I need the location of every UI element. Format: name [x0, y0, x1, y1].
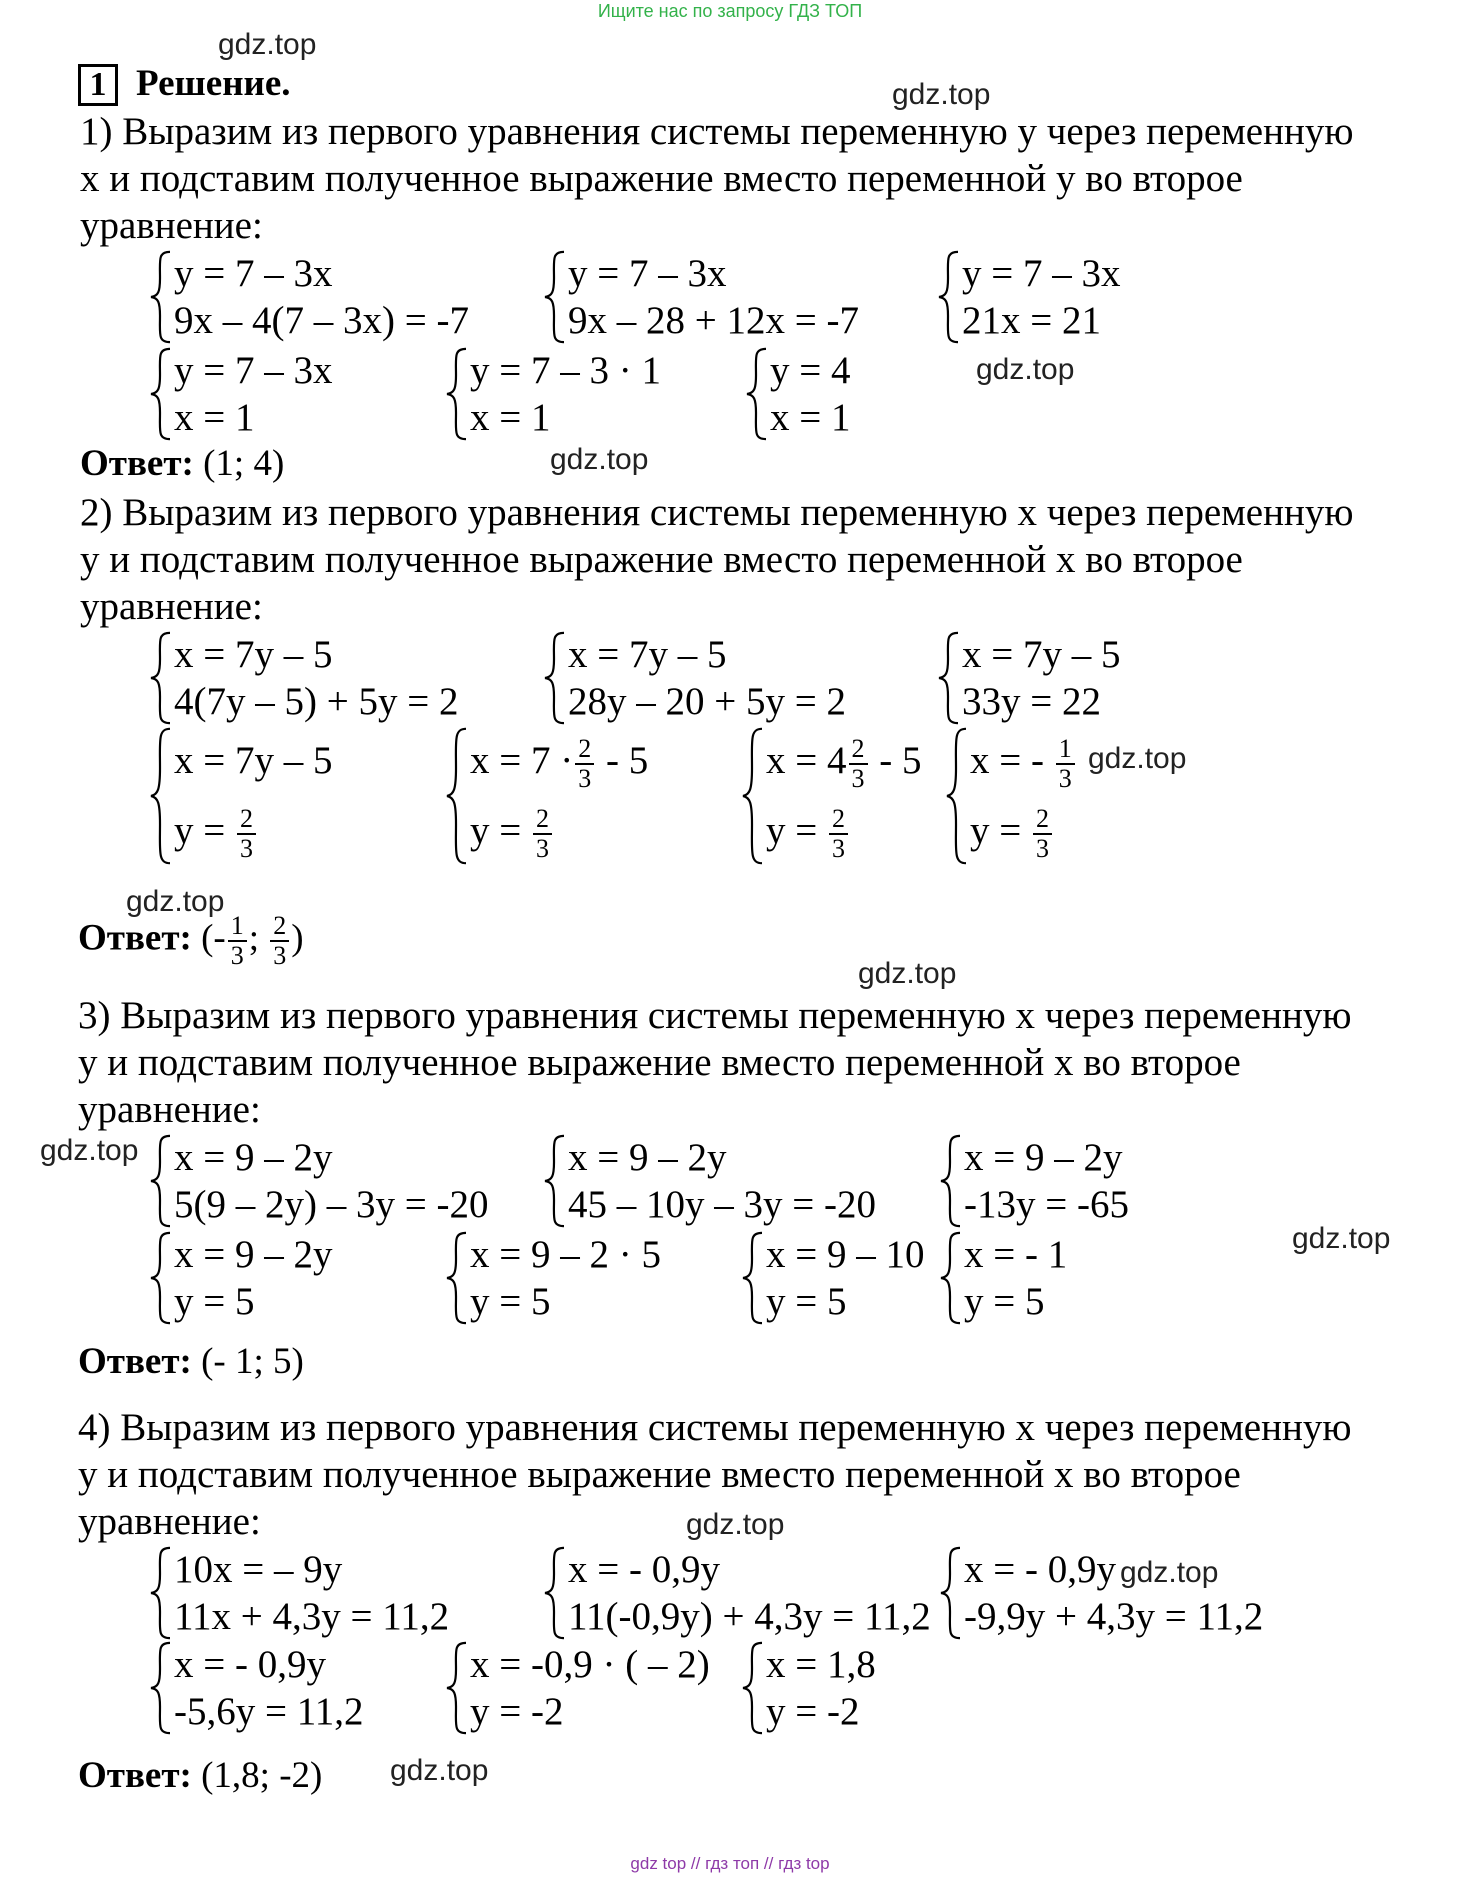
equation: x = 9 – 2y [174, 1233, 333, 1276]
equation-text: y = [470, 809, 522, 852]
p1-intro-line2: x и подставим полученное выражение вместо переменной у во второе [80, 157, 1243, 200]
brace-icon [148, 1134, 174, 1228]
equation: y = 5 [470, 1280, 551, 1323]
answer-value: ; [248, 917, 260, 959]
watermark: gdz.top [1292, 1222, 1391, 1255]
equation: y = -2 [766, 1690, 860, 1733]
equation: x = 1 [770, 396, 851, 439]
solution-header [78, 62, 291, 106]
equation: -9,9y + 4,3y = 11,2 [964, 1595, 1264, 1638]
fraction [1033, 805, 1052, 863]
brace-icon [740, 726, 766, 866]
equation: x = 7y – 5 [174, 633, 333, 676]
p2-system-6 [740, 726, 922, 866]
brace-icon [936, 631, 962, 725]
equation: -13y = -65 [964, 1183, 1129, 1226]
brace-icon [148, 631, 174, 725]
p3-system-5 [444, 1231, 661, 1325]
equation: 11x + 4,3y = 11,2 [174, 1595, 450, 1638]
brace-icon [936, 250, 962, 344]
brace-icon [744, 347, 770, 441]
brace-icon [938, 1546, 964, 1640]
denominator: 3 [240, 834, 253, 864]
equation: x = 1 [470, 396, 551, 439]
p3-answer [78, 1340, 304, 1384]
brace-icon [148, 347, 174, 441]
equation: y = 5 [766, 1280, 847, 1323]
equation: x = - 0,9y [174, 1643, 326, 1686]
numerator: 2 [1033, 805, 1052, 835]
p2-system-1 [148, 631, 458, 725]
watermark: gdz.top [976, 353, 1075, 386]
equation: x = 9 – 2y [964, 1136, 1123, 1179]
denominator: 3 [1058, 764, 1072, 794]
equation-text: x = 4 [766, 739, 847, 782]
p1-system-1 [148, 250, 469, 344]
p4-system-4 [148, 1641, 364, 1735]
equation: x = 7y – 5 [962, 633, 1121, 676]
p4-intro-line3: уравнение: [78, 1500, 261, 1543]
p4-system-3 [938, 1546, 1263, 1640]
equation: x = - 1 [964, 1233, 1068, 1276]
brace-icon [148, 250, 174, 344]
fraction [849, 735, 868, 793]
equation: y = 7 – 3 · 1 [470, 349, 661, 392]
p3-system-1 [148, 1134, 488, 1228]
p2-system-5 [444, 726, 648, 866]
brace-icon [148, 726, 174, 866]
numerator: 1 [228, 912, 247, 942]
equation [174, 796, 333, 866]
watermark: gdz.top [40, 1134, 139, 1167]
equation: y = 4 [770, 349, 851, 392]
answer-value: (- [201, 917, 226, 959]
solution-title: Решение. [136, 63, 291, 104]
watermark: gdz.top [390, 1754, 489, 1787]
brace-icon [938, 1134, 964, 1228]
brace-icon [542, 1546, 568, 1640]
brace-icon [542, 250, 568, 344]
answer-label: Ответ: [78, 1755, 192, 1796]
equation-text: - 5 [879, 739, 922, 782]
p3-system-7 [938, 1231, 1067, 1325]
equation [970, 796, 1077, 866]
p1-system-4 [148, 347, 333, 441]
brace-icon [444, 726, 470, 866]
denominator: 3 [230, 941, 244, 970]
equation: x = 7y – 5 [568, 633, 727, 676]
watermark: gdz.top [126, 885, 225, 918]
answer-value: ) [291, 917, 304, 959]
numerator: 2 [237, 805, 256, 835]
equation: y = 7 – 3x [174, 252, 333, 295]
p1-intro-line1: 1) Выразим из первого уравнения системы переменную у через переменную [80, 110, 1354, 153]
fraction [533, 805, 552, 863]
brace-icon [148, 1641, 174, 1735]
watermark: gdz.top [218, 28, 317, 61]
p4-system-5 [444, 1641, 710, 1735]
equation [470, 726, 648, 796]
equation: x = 9 – 2 · 5 [470, 1233, 661, 1276]
numerator: 2 [533, 805, 552, 835]
equation: 10x = – 9y [174, 1548, 343, 1591]
p3-intro-line1: 3) Выразим из первого уравнения системы переменную x через переменную [78, 994, 1352, 1037]
equation-text: y = [174, 809, 226, 852]
denominator: 3 [1036, 834, 1049, 864]
answer-label: Ответ: [80, 443, 194, 484]
answer-value: (- 1; 5) [201, 1341, 304, 1382]
p1-system-5 [444, 347, 661, 441]
equation: x = - 0,9y [568, 1548, 720, 1591]
equation: y = 7 – 3x [568, 252, 727, 295]
equation: 33y = 22 [962, 680, 1101, 723]
p1-system-6 [744, 347, 851, 441]
p4-intro-line2: у и подставим полученное выражение вместо переменной x во второе [78, 1453, 1241, 1496]
fraction [829, 805, 848, 863]
equation: 9x – 28 + 12x = -7 [568, 299, 859, 342]
p4-system-1 [148, 1546, 449, 1640]
brace-icon [148, 1231, 174, 1325]
p3-system-4 [148, 1231, 333, 1325]
p2-intro-line3: уравнение: [80, 585, 263, 628]
answer-value: (1; 4) [203, 443, 285, 484]
answer-label: Ответ: [78, 917, 192, 959]
p3-system-6 [740, 1231, 925, 1325]
brace-icon [148, 1546, 174, 1640]
answer-label: Ответ: [78, 1341, 192, 1382]
p1-answer [80, 442, 284, 486]
equation [970, 726, 1077, 796]
brace-icon [740, 1231, 766, 1325]
watermark: gdz.top [686, 1508, 785, 1541]
equation: y = 7 – 3x [174, 349, 333, 392]
watermark: gdz.top [1120, 1556, 1219, 1589]
numerator: 2 [575, 735, 594, 765]
equation-text: - 5 [605, 739, 649, 782]
p3-intro-line3: уравнение: [78, 1088, 261, 1131]
fraction [575, 735, 594, 793]
p4-intro-line1: 4) Выразим из первого уравнения системы переменную x через переменную [78, 1406, 1352, 1449]
fraction [237, 805, 256, 863]
denominator: 3 [851, 764, 865, 794]
watermark: gdz.top [858, 957, 957, 990]
p4-system-2 [542, 1546, 931, 1640]
equation-text: x = 7y – 5 [174, 739, 333, 782]
equation: x = 9 – 2y [568, 1136, 727, 1179]
equation: 9x – 4(7 – 3x) = -7 [174, 299, 469, 342]
top-banner[interactable]: Ищите нас по запросу ГДЗ ТОП [597, 1, 863, 21]
p2-system-7 [944, 726, 1077, 866]
equation [766, 796, 922, 866]
denominator: 3 [273, 941, 287, 970]
numerator: 2 [849, 735, 868, 765]
equation: y = 5 [964, 1280, 1045, 1323]
task-number: 1 [78, 64, 118, 106]
equation: -5,6y = 11,2 [174, 1690, 364, 1733]
p2-system-3 [936, 631, 1121, 725]
p3-system-2 [542, 1134, 876, 1228]
fraction [270, 912, 289, 970]
p2-answer [78, 912, 304, 970]
p4-system-6 [740, 1641, 876, 1735]
answer-value: (1,8; -2) [201, 1755, 323, 1796]
watermark: gdz.top [892, 78, 991, 111]
p2-system-4 [148, 726, 333, 866]
p3-intro-line2: у и подставим полученное выражение вместо переменной x во второе [78, 1041, 1241, 1084]
denominator: 3 [536, 834, 549, 864]
p2-intro-line2: у и подставим полученное выражение вместо переменной x во второе [80, 538, 1243, 581]
brace-icon [542, 631, 568, 725]
equation: x = 9 – 2y [174, 1136, 333, 1179]
p2-system-2 [542, 631, 846, 725]
equation: y = -2 [470, 1690, 564, 1733]
watermark: gdz.top [550, 443, 649, 476]
equation: 45 – 10y – 3y = -20 [568, 1183, 876, 1226]
p1-system-3 [936, 250, 1121, 344]
equation: x = 9 – 10 [766, 1233, 925, 1276]
equation [470, 796, 648, 866]
equation-text: x = 7 · [470, 739, 574, 782]
equation: x = 1 [174, 396, 255, 439]
numerator: 1 [1056, 735, 1075, 765]
denominator: 3 [832, 834, 845, 864]
equation-text: x = - [970, 739, 1044, 782]
fraction [228, 912, 247, 970]
brace-icon [542, 1134, 568, 1228]
equation: 5(9 – 2y) – 3y = -20 [174, 1183, 489, 1226]
equation: y = 7 – 3x [962, 252, 1121, 295]
equation: x = 1,8 [766, 1643, 876, 1686]
p4-answer [78, 1754, 322, 1798]
equation: 11(-0,9y) + 4,3y = 11,2 [568, 1595, 931, 1638]
watermark: gdz.top [1088, 742, 1187, 775]
numerator: 2 [270, 912, 289, 942]
equation-text: y = [766, 809, 818, 852]
numerator: 2 [829, 805, 848, 835]
equation: 4(7y – 5) + 5y = 2 [174, 680, 459, 723]
equation: y = 5 [174, 1280, 255, 1323]
equation [766, 726, 922, 796]
equation: 28y – 20 + 5y = 2 [568, 680, 846, 723]
equation: x = -0,9 · ( – 2) [470, 1643, 710, 1686]
brace-icon [444, 1231, 470, 1325]
p3-system-3 [938, 1134, 1129, 1228]
p1-intro-line3: уравнение: [80, 204, 263, 247]
p2-intro-line1: 2) Выразим из первого уравнения системы переменную x через переменную [80, 491, 1354, 534]
equation: 21x = 21 [962, 299, 1101, 342]
equation: x = - 0,9y [964, 1548, 1116, 1591]
brace-icon [944, 726, 970, 866]
denominator: 3 [578, 764, 592, 794]
brace-icon [740, 1641, 766, 1735]
equation-text: y = [970, 809, 1022, 852]
p1-system-2 [542, 250, 859, 344]
footer-links[interactable]: gdz top // гдз топ // гдз top [630, 1854, 830, 1873]
brace-icon [444, 347, 470, 441]
brace-icon [444, 1641, 470, 1735]
fraction [1056, 735, 1075, 793]
equation [174, 726, 333, 796]
brace-icon [938, 1231, 964, 1325]
